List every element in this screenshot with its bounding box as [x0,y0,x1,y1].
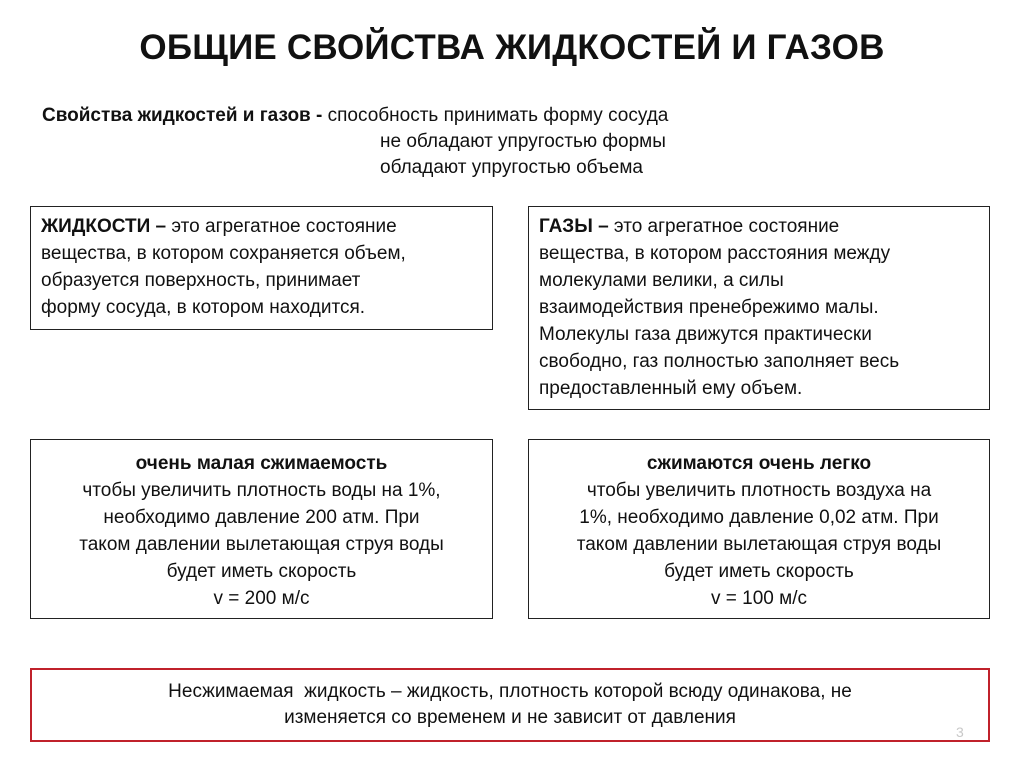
compressibility-line: чтобы увеличить плотность воды на 1%, [82,480,441,501]
liquids-term: ЖИДКОСТИ – [41,216,167,237]
liquids-compressibility-box [30,439,493,619]
velocity-value: v = 100 м/с [711,588,807,609]
definition-line: молекулами велики, а силы [539,270,784,291]
liquids-definition-box [30,206,493,330]
definition-line [539,213,979,240]
definition-line: Несжимаемая жидкость – жидкость, плотность которой всюду одинакова, не [168,681,852,702]
velocity-value: v = 200 м/с [213,588,310,609]
property-row [42,155,668,181]
definition-text: это агрегатное состояние [608,216,840,237]
compressibility-line: таком давлении вылетающая струя воды [79,534,444,555]
definition-line: образуется поверхность, принимает [41,270,361,291]
definition-line: вещества, в котором расстояния между [539,243,891,264]
properties-lead: Свойства жидкостей и газов - [42,105,323,126]
property-row [42,103,668,129]
compressibility-line: таком давлении вылетающая струя воды [576,534,942,555]
property-item: обладают упругостью объема [380,157,643,178]
definition-line: форму сосуда, в котором находится. [41,297,366,318]
definition-line: Молекулы газа движутся практически [539,324,872,345]
slide-number: 3 [956,724,964,740]
compressibility-line: будет иметь скорость [664,561,854,582]
definition-line: взаимодействия пренебрежимо малы. [539,297,879,318]
gases-definition-box [528,206,990,410]
compressibility-line: необходимо давление 200 атм. При [103,507,420,528]
gases-compressibility-box [528,439,990,619]
property-item: не обладают упругостью формы [380,131,666,152]
compressibility-heading: очень малая сжимаемость [135,453,388,474]
property-row [42,129,668,155]
gases-term: ГАЗЫ – [539,216,609,237]
property-item: способность принимать форму сосуда [327,105,669,126]
incompressible-liquid-definition-box [30,668,990,742]
compressibility-heading: сжимаются очень легко [646,453,872,474]
compressibility-line: 1%, необходимо давление 0,02 атм. При [579,507,939,528]
definition-line [41,213,482,240]
definition-text: это агрегатное состояние [166,216,397,237]
definition-line: изменяется со временем и не зависит от давления [284,707,736,728]
compressibility-line: будет иметь скорость [166,561,357,582]
definition-line: вещества, в котором сохраняется объем, [41,243,406,264]
definition-line: свободно, газ полностью заполняет весь [539,351,900,372]
slide-title: ОБЩИЕ СВОЙСТВА ЖИДКОСТЕЙ И ГАЗОВ [139,28,885,67]
compressibility-line: чтобы увеличить плотность воздуха на [586,480,932,501]
definition-line: предоставленный ему объем. [539,378,803,399]
properties-list [42,103,668,181]
